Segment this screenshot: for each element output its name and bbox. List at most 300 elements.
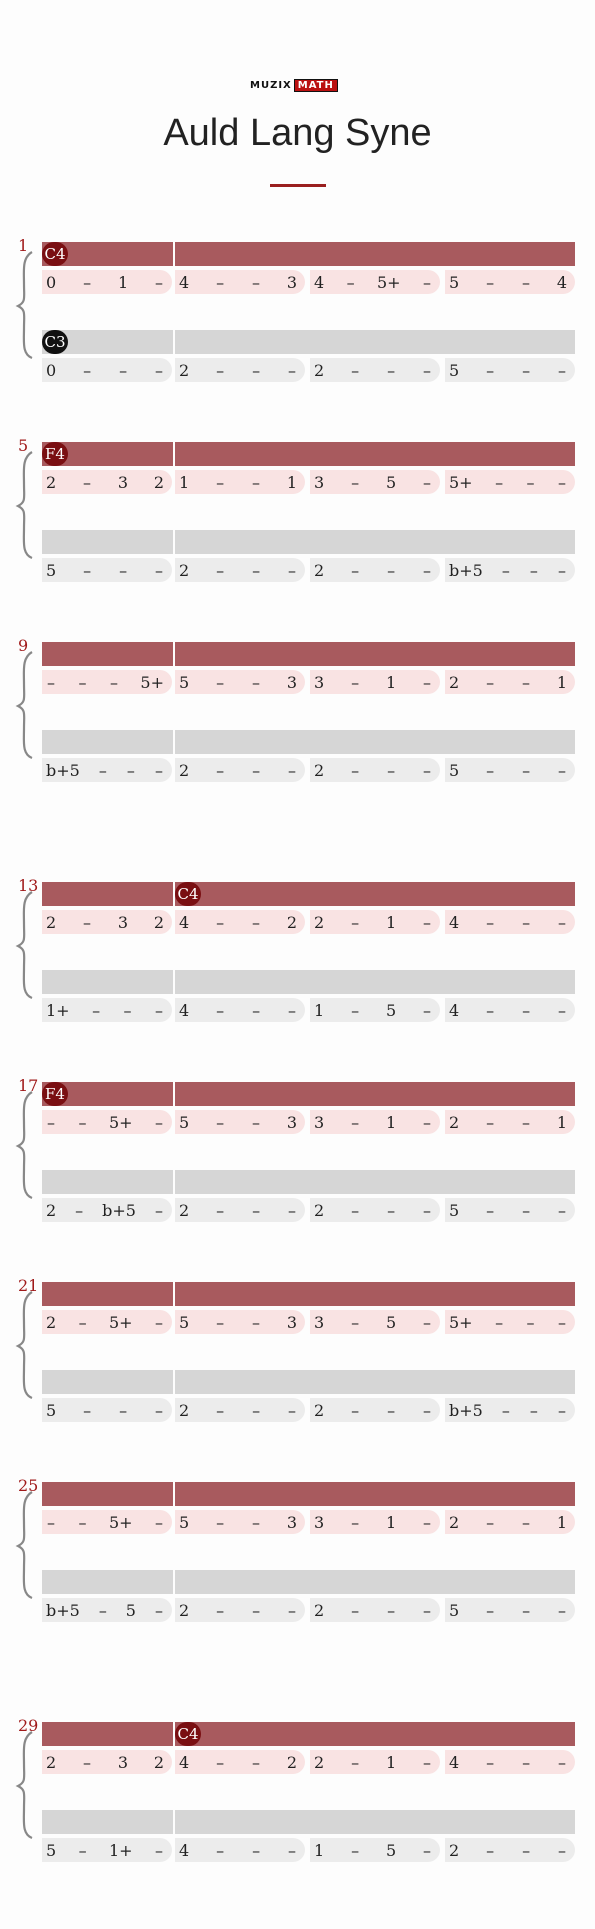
note-value: – [486,1600,495,1620]
measure-cell [445,998,575,1022]
treble-staff-bar [42,242,575,266]
score-system [0,236,595,402]
score-system [0,876,595,1042]
note-value: 1 [286,472,297,492]
note-value: – [216,360,225,380]
note-value: – [83,1752,91,1772]
treble-notes-row [42,1750,575,1774]
staff-bar-segment [42,1170,173,1194]
note-value: b+5 [46,760,80,780]
measure-cell [175,1838,305,1862]
note-value: 5 [179,672,190,692]
note-value: – [78,1840,87,1860]
note-value: 5 [179,1312,190,1332]
note-value: – [78,1112,87,1132]
note-value: 2 [46,1200,57,1220]
note-value: – [423,672,431,692]
note-value: 5 [385,1840,397,1860]
note-value: 5 [125,1600,136,1620]
measure-cell [42,1110,172,1134]
note-value: – [387,1600,396,1620]
note-value: 1+ [46,1000,70,1020]
note-value: 5 [449,1600,460,1620]
measure-cell [445,1110,575,1134]
note-value: – [98,1600,107,1620]
note-value: 5 [46,560,57,580]
note-value: – [423,472,431,492]
staff-bar-segment [42,882,173,906]
bass-staff-bar [42,1810,575,1834]
note-value: 2 [46,1312,57,1332]
bass-staff-bar [42,1370,575,1394]
note-value: – [252,1600,261,1620]
note-value: 1 [117,272,129,292]
staff-bar-segment [42,1370,173,1394]
note-value: 2 [314,560,325,580]
note-value: – [526,472,535,492]
measure-cell [310,1110,440,1134]
measure-cell [445,1598,575,1622]
note-value: – [522,1200,531,1220]
note-value: – [119,1400,128,1420]
score-system [0,1076,595,1242]
note-value: 2 [314,360,325,380]
note-value: – [216,1400,225,1420]
bass-staff-bar [42,1170,575,1194]
measure-cell [310,558,440,582]
measure-cell [310,1310,440,1334]
measure-cell [42,1750,172,1774]
staff-brace [14,1490,36,1600]
note-value: 2 [46,1752,57,1772]
note-value: – [521,672,530,692]
staff-bar-segment [175,1810,575,1834]
measure-cell [42,1198,172,1222]
score-system [0,436,595,602]
measure-cell [445,758,575,782]
note-value: 0 [46,360,57,380]
note-value: – [558,1752,566,1772]
note-value: – [423,360,431,380]
measure-cell [310,670,440,694]
staff-brace [14,650,36,760]
measure-cell [42,1398,172,1422]
bass-staff-bar [42,330,575,354]
note-value: – [522,1840,531,1860]
measure-cell [445,270,575,294]
note-value: – [423,1512,431,1532]
page-title: Auld Lang Syne [163,112,432,154]
bass-notes-row [42,758,575,782]
note-value: 5+ [108,1512,133,1532]
note-value: 2 [153,1752,164,1772]
measure-cell [42,670,172,694]
note-value: – [486,912,495,932]
note-value: – [557,1400,566,1420]
measure-cell [175,1598,305,1622]
note-value: – [216,272,225,292]
note-value: 3 [117,472,128,492]
note-value: 5 [385,1000,397,1020]
note-value: – [558,1600,566,1620]
note-value: – [521,1112,530,1132]
note-value: – [78,1312,87,1332]
note-value: – [558,1312,566,1332]
note-value: – [83,472,91,492]
measure-cell [175,670,305,694]
note-value: b+5 [102,1200,136,1220]
bass-notes-row [42,558,575,582]
note-value: – [351,1000,360,1020]
staff-bar-segment [175,242,575,266]
note-value: 4 [179,912,190,932]
note-value: – [154,1600,163,1620]
measure-number: 9 [18,636,29,655]
measure-number: 13 [18,876,39,895]
note-value: – [83,1400,92,1420]
treble-notes-row [42,270,575,294]
measure-cell [445,1510,575,1534]
note-value: – [351,1512,360,1532]
note-value: 2 [314,1752,325,1772]
note-value: – [423,1312,431,1332]
score-system [0,1716,595,1882]
treble-notes-row [42,1510,575,1534]
measure-cell [175,358,305,382]
note-value: 4 [449,912,460,932]
note-value: – [119,560,128,580]
note-value: – [558,760,566,780]
note-value: – [251,672,260,692]
note-value: – [288,360,296,380]
logo-math-text: MATH [294,79,338,92]
note-value: – [387,1200,396,1220]
staff-bar-segment [42,1810,173,1834]
note-value: 2 [179,560,190,580]
note-value: – [252,1000,261,1020]
measure-cell [445,558,575,582]
staff-bar-segment [42,1722,173,1746]
note-value: – [288,1000,296,1020]
measure-cell [175,558,305,582]
treble-staff-bar [42,1282,575,1306]
note-value: – [154,1200,163,1220]
measure-cell [310,470,440,494]
measure-cell [445,358,575,382]
note-value: – [216,1200,225,1220]
note-value: b+5 [449,1400,483,1420]
note-value: 5 [46,1400,57,1420]
staff-bar-segment [175,1570,575,1594]
note-value: – [522,360,531,380]
note-value: 5+ [377,272,401,292]
staff-bar-segment [42,970,173,994]
note-value: – [351,672,360,692]
note-value: 2 [179,760,190,780]
note-value: 2 [179,360,190,380]
treble-notes-row [42,1310,575,1334]
measure-cell [310,998,440,1022]
note-value: – [155,1112,163,1132]
treble-notes-row [42,470,575,494]
note-value: – [522,912,531,932]
note-value: – [529,560,538,580]
note-value: – [47,672,55,692]
staff-bar-segment [175,1082,575,1106]
note-value: 5 [449,272,460,292]
measure-cell [445,1838,575,1862]
treble-staff-bar [42,442,575,466]
measure-cell [310,358,440,382]
note-value: – [387,1400,396,1420]
treble-staff-bar [42,1482,575,1506]
measure-cell [175,1398,305,1422]
note-value: – [423,1200,431,1220]
note-value: 5+ [449,1312,473,1332]
measure-cell [310,1838,440,1862]
note-value: 4 [449,1752,460,1772]
note-value: – [216,1112,225,1132]
note-value: – [486,360,495,380]
note-value: – [558,1200,566,1220]
note-value: – [423,1400,431,1420]
note-value: – [486,1112,495,1132]
note-value: – [288,760,296,780]
note-value: 3 [286,272,297,292]
note-value: – [486,1200,495,1220]
note-value: – [522,760,531,780]
measure-cell [310,270,440,294]
note-value: – [216,1512,225,1532]
note-value: – [252,1400,261,1420]
bass-notes-row [42,1598,575,1622]
staff-brace [14,1090,36,1200]
note-value: – [252,360,261,380]
note-value: – [423,272,431,292]
note-value: 4 [449,1000,460,1020]
note-value: b+5 [46,1600,80,1620]
note-value: 1 [385,1752,397,1772]
measure-cell [175,1510,305,1534]
note-value: – [155,1000,163,1020]
note-value: – [92,1000,101,1020]
note-value: – [98,760,107,780]
staff-bar-segment [42,642,173,666]
staff-bar-segment [175,530,575,554]
measure-cell [445,470,575,494]
note-value: 2 [314,760,325,780]
note-value: – [558,360,566,380]
measure-cell [175,758,305,782]
treble-notes-row [42,1110,575,1134]
note-value: – [423,912,431,932]
staff-bar-segment [175,330,575,354]
note-value: – [155,272,163,292]
clef-badge: C4 [42,242,68,266]
staff-bar-segment [175,1482,575,1506]
measure-cell [310,1510,440,1534]
bass-staff-bar [42,970,575,994]
note-value: 1 [556,672,567,692]
note-value: 2 [286,1752,297,1772]
measure-cell [445,1198,575,1222]
clef-badge: C4 [175,1722,201,1746]
note-value: – [486,1840,495,1860]
note-value: 5 [385,472,397,492]
note-value: – [351,912,360,932]
note-value: – [558,912,566,932]
note-value: b+5 [449,560,483,580]
note-value: – [423,1840,431,1860]
note-value: 2 [286,912,297,932]
note-value: 2 [179,1200,190,1220]
clef-badge: F4 [42,442,68,466]
note-value: – [288,1840,296,1860]
note-value: 4 [179,1752,190,1772]
note-value: 3 [314,1112,325,1132]
note-value: 2 [449,1512,460,1532]
note-value: – [251,1312,260,1332]
note-value: – [346,272,355,292]
note-value: – [557,560,566,580]
staff-bar-segment [42,730,173,754]
measure-cell [175,1750,305,1774]
note-value: 5+ [140,672,164,692]
measure-cell [42,910,172,934]
measure-number: 25 [18,1476,39,1495]
note-value: – [216,672,225,692]
measure-cell [175,910,305,934]
note-value: 2 [449,1840,460,1860]
staff-brace [14,1290,36,1400]
note-value: 4 [556,272,567,292]
note-value: – [486,1752,495,1772]
note-value: – [155,1512,163,1532]
measure-cell [42,758,172,782]
measure-cell [445,1310,575,1334]
note-value: 3 [314,1312,325,1332]
note-value: – [501,1400,510,1420]
note-value: 1 [385,912,397,932]
note-value: 3 [286,1512,297,1532]
note-value: – [119,360,128,380]
measure-cell [445,910,575,934]
clef-badge: F4 [42,1082,68,1106]
note-value: 5+ [108,1112,133,1132]
staff-bar-segment [175,730,575,754]
measure-cell [42,358,172,382]
note-value: – [83,360,92,380]
note-value: – [387,760,396,780]
staff-bar-segment [175,1370,575,1394]
note-value: – [423,760,431,780]
measure-cell [42,470,172,494]
note-value: – [216,560,225,580]
bass-staff-bar [42,530,575,554]
note-value: – [216,1312,225,1332]
staff-brace [14,1730,36,1840]
note-value: – [216,1840,225,1860]
note-value: – [423,1600,431,1620]
note-value: – [155,1840,163,1860]
note-value: – [495,1312,504,1332]
note-value: – [351,1312,360,1332]
note-value: 5 [46,1840,57,1860]
note-value: 5 [449,360,460,380]
note-value: – [288,1600,296,1620]
note-value: – [522,1600,531,1620]
note-value: 3 [286,1312,297,1332]
measure-cell [42,270,172,294]
note-value: – [423,1000,431,1020]
note-value: – [78,1512,87,1532]
bass-notes-row [42,358,575,382]
note-value: – [351,1400,360,1420]
measure-cell [310,758,440,782]
bass-notes-row [42,1838,575,1862]
note-value: 3 [117,912,128,932]
note-value: – [251,272,260,292]
note-value: – [351,1200,360,1220]
note-value: 1 [385,672,397,692]
measure-cell [175,1198,305,1222]
staff-bar-segment [42,1570,173,1594]
treble-notes-row [42,670,575,694]
note-value: – [155,1400,163,1420]
note-value: 1 [179,472,190,492]
note-value: – [251,472,260,492]
title-divider [270,184,326,187]
note-value: 5 [385,1312,397,1332]
note-value: 3 [314,1512,325,1532]
measure-cell [445,1398,575,1422]
note-value: – [486,672,495,692]
note-value: – [558,1000,566,1020]
note-value: – [351,1112,360,1132]
note-value: – [155,560,163,580]
note-value: 2 [179,1400,190,1420]
staff-brace [14,250,36,360]
note-value: 2 [314,1400,325,1420]
note-value: 2 [179,1600,190,1620]
note-value: 5 [179,1112,190,1132]
measure-cell [175,1110,305,1134]
note-value: – [47,1512,55,1532]
note-value: – [154,760,163,780]
note-value: – [387,360,396,380]
note-value: – [123,1000,132,1020]
treble-staff-bar [42,642,575,666]
note-value: – [501,560,510,580]
measure-number: 29 [18,1716,39,1735]
note-value: 2 [46,912,57,932]
score-system [0,636,595,802]
note-value: – [529,1400,538,1420]
note-value: 2 [314,1200,325,1220]
note-value: – [83,272,92,292]
measure-cell [42,1838,172,1862]
score-system [0,1476,595,1642]
staff-bar-segment [42,1282,173,1306]
muzixmath-logo [250,78,338,92]
note-value: – [526,1312,535,1332]
note-value: 1+ [109,1840,133,1860]
note-value: 4 [179,272,190,292]
measure-cell [310,1398,440,1422]
note-value: 2 [46,472,57,492]
note-value: – [216,912,225,932]
measure-cell [310,910,440,934]
